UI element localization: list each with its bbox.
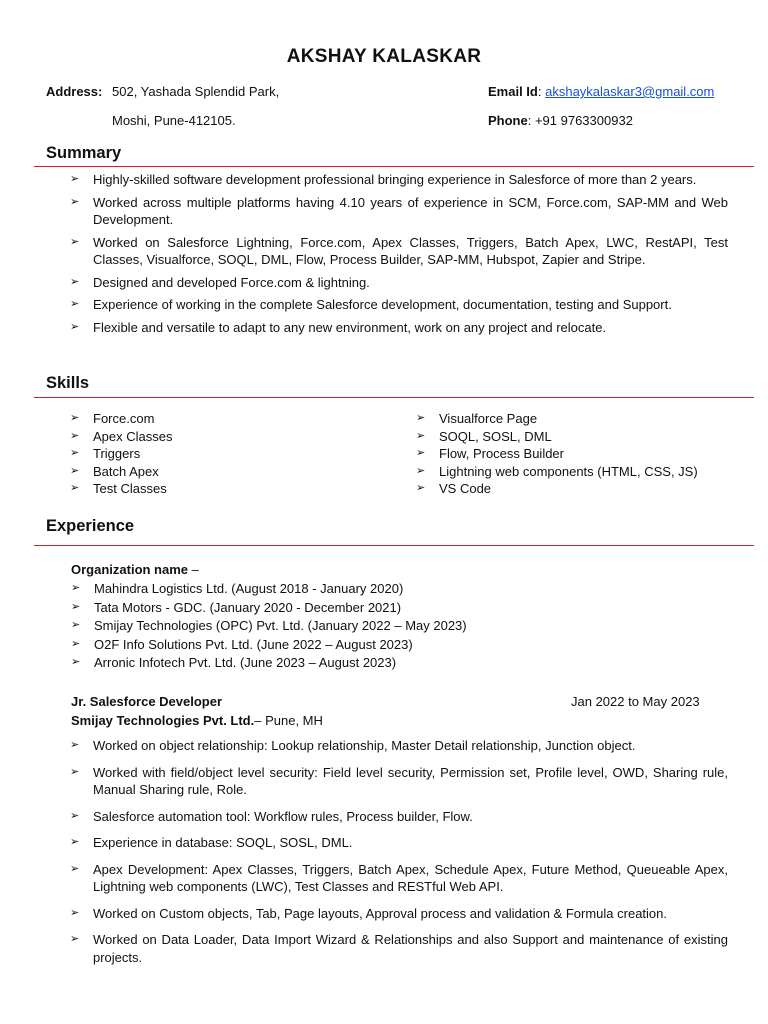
skill-item-text: Visualforce Page	[439, 411, 538, 426]
organization-item-text: Mahindra Logistics Ltd. (August 2018 - January 2020)	[94, 581, 404, 596]
summary-item	[70, 296, 728, 314]
duty-item-text: Worked on Data Loader, Data Import Wizard & Relationships and also Support and maintenance of existing projects.	[93, 932, 728, 965]
duty-item	[70, 834, 728, 852]
arrowhead-bullet-icon: ➢	[70, 447, 80, 460]
arrowhead-bullet-icon: ➢	[70, 809, 80, 822]
duty-item-text: Worked with field/object level security: Field level security, Permission set, Profile level, OWD, Sharing rule, Manual Sharing rule, Role.	[93, 764, 728, 797]
organization-dash: –	[188, 562, 199, 577]
duty-item-text: Experience in database: SOQL, SOSL, DML.	[93, 835, 353, 850]
summary-item	[70, 171, 728, 189]
arrowhead-bullet-icon: ➢	[416, 482, 426, 495]
summary-item	[70, 194, 728, 229]
arrowhead-bullet-icon: ➢	[70, 464, 80, 477]
organization-item-text: Tata Motors - GDC. (January 2020 - December 2021)	[94, 599, 402, 615]
arrowhead-bullet-icon: ➢	[70, 173, 80, 185]
skill-item	[416, 480, 698, 498]
address-line-2: Moshi, Pune-412105.	[112, 113, 236, 128]
company-location: – Pune, MH	[254, 713, 323, 728]
arrowhead-bullet-icon: ➢	[70, 933, 80, 945]
skill-item-text: Test Classes	[93, 481, 167, 497]
arrowhead-bullet-icon: ➢	[70, 298, 80, 310]
summary-item	[70, 274, 728, 292]
duty-item-text: Worked on Custom objects, Tab, Page layouts, Approval process and validation & Formula creation.	[93, 905, 667, 921]
skills-left-column	[70, 410, 172, 498]
organization-item	[71, 617, 729, 636]
job-company	[71, 713, 323, 728]
arrowhead-bullet-icon: ➢	[70, 195, 80, 208]
organization-item	[71, 654, 729, 673]
summary-item-text: Worked on Salesforce Lightning, Force.com, Apex Classes, Triggers, Batch Apex, LWC, RestAPI, Test Classes, Visualforce, SOQL, DML, Flow, Process Builder, SAP-MM, Hubspot, Zapier and Stripe.	[93, 234, 728, 267]
duty-item	[70, 764, 728, 799]
summary-divider	[34, 166, 754, 167]
summary-item-text: Experience of working in the complete Salesforce development, documentation, testing and Support.	[93, 297, 672, 312]
arrowhead-bullet-icon: ➢	[70, 765, 80, 778]
candidate-name: AKSHAY KALASKAR	[286, 46, 482, 67]
arrowhead-bullet-icon: ➢	[70, 739, 80, 751]
experience-heading: Experience	[46, 517, 135, 535]
organization-item	[71, 636, 729, 655]
arrowhead-bullet-icon: ➢	[71, 637, 81, 650]
skill-item-text: Flow, Process Builder	[439, 446, 564, 462]
skill-item	[416, 463, 698, 481]
arrowhead-bullet-icon: ➢	[70, 862, 80, 875]
organization-item	[71, 599, 729, 618]
job-title: Jr. Salesforce Developer	[71, 694, 223, 709]
duty-item-text: Apex Development: Apex Classes, Triggers, Batch Apex, Schedule Apex, Future Method, Queueable Apex, Lightning web components (LWC), Test Classes and RESTful Web API.	[93, 861, 728, 894]
duty-item	[70, 808, 728, 826]
skill-item-text: SOQL, SOSL, DML	[439, 428, 552, 444]
skill-item-text: Lightning web components (HTML, CSS, JS)	[439, 463, 698, 479]
skill-item	[416, 428, 698, 446]
arrowhead-bullet-icon: ➢	[70, 482, 80, 495]
summary-item-text: Worked across multiple platforms having 4.10 years of experience in SCM, Force.com, SAP-MM and Web Development.	[93, 194, 728, 227]
arrowhead-bullet-icon: ➢	[416, 412, 426, 424]
skills-right-column	[416, 410, 698, 498]
email-row	[488, 84, 714, 99]
email-link[interactable]: akshaykalaskar3@gmail.com	[545, 84, 715, 99]
address-line-1	[46, 84, 279, 99]
duty-item	[70, 905, 728, 923]
organization-item-text: Arronic Infotech Pvt. Ltd. (June 2023 – August 2023)	[94, 655, 397, 670]
summary-item	[70, 234, 728, 269]
duty-item	[70, 737, 728, 755]
skill-item	[70, 410, 172, 428]
skill-item-text: Batch Apex	[93, 463, 159, 479]
skill-item	[70, 480, 172, 498]
arrowhead-bullet-icon: ➢	[416, 429, 426, 442]
duty-item	[70, 861, 728, 896]
arrowhead-bullet-icon: ➢	[70, 412, 80, 424]
skills-divider	[34, 397, 754, 398]
arrowhead-bullet-icon: ➢	[70, 275, 80, 288]
arrowhead-bullet-icon: ➢	[416, 464, 426, 477]
arrowhead-bullet-icon: ➢	[70, 906, 80, 919]
duty-item	[70, 931, 728, 966]
arrowhead-bullet-icon: ➢	[71, 582, 81, 594]
arrowhead-bullet-icon: ➢	[70, 836, 80, 848]
summary-item-text: Highly-skilled software development professional bringing experience in Salesforce of more than 2 years.	[93, 172, 697, 187]
duty-item-text: Salesforce automation tool: Workflow rules, Process builder, Flow.	[93, 808, 473, 824]
address-value: 502, Yashada Splendid Park,	[112, 84, 280, 99]
organization-list	[71, 580, 729, 673]
skill-item	[70, 463, 172, 481]
skill-item	[416, 445, 698, 463]
skill-item-text: Force.com	[93, 411, 155, 426]
skill-item-text: VS Code	[439, 481, 492, 497]
organization-item	[71, 580, 729, 599]
summary-list	[70, 171, 728, 341]
skill-item-text: Apex Classes	[93, 428, 173, 444]
arrowhead-bullet-icon: ➢	[71, 656, 81, 668]
organization-label: Organization name	[71, 562, 189, 577]
phone-row	[488, 113, 633, 128]
arrowhead-bullet-icon: ➢	[70, 235, 80, 248]
organization-item-text: O2F Info Solutions Pvt. Ltd. (June 2022 – August 2023)	[94, 636, 413, 652]
phone-value: : +91 9763300932	[527, 113, 633, 128]
organization-heading	[71, 562, 199, 577]
summary-heading: Summary	[46, 144, 122, 162]
arrowhead-bullet-icon: ➢	[70, 429, 80, 442]
phone-label: Phone	[488, 113, 528, 128]
summary-item	[70, 319, 728, 337]
skill-item	[70, 445, 172, 463]
arrowhead-bullet-icon: ➢	[416, 447, 426, 460]
duty-list	[70, 737, 728, 975]
company-name: Smijay Technologies Pvt. Ltd.	[71, 713, 255, 728]
skill-item	[416, 410, 698, 428]
arrowhead-bullet-icon: ➢	[70, 320, 80, 333]
duty-item-text: Worked on object relationship: Lookup relationship, Master Detail relationship, Junction object.	[93, 738, 636, 753]
organization-item-text: Smijay Technologies (OPC) Pvt. Ltd. (January 2022 – May 2023)	[94, 618, 467, 633]
summary-item-text: Flexible and versatile to adapt to any new environment, work on any project and relocate.	[93, 319, 607, 335]
experience-divider	[34, 545, 754, 546]
address-label: Address:	[46, 84, 103, 99]
job-dates: Jan 2022 to May 2023	[571, 694, 700, 709]
skill-item-text: Triggers	[93, 446, 141, 462]
arrowhead-bullet-icon: ➢	[71, 600, 81, 613]
email-label: Email Id	[488, 84, 538, 99]
skill-item	[70, 428, 172, 446]
arrowhead-bullet-icon: ➢	[71, 619, 81, 631]
summary-item-text: Designed and developed Force.com & lightning.	[93, 274, 370, 290]
skills-heading: Skills	[46, 374, 90, 392]
email-separator: :	[537, 84, 542, 99]
